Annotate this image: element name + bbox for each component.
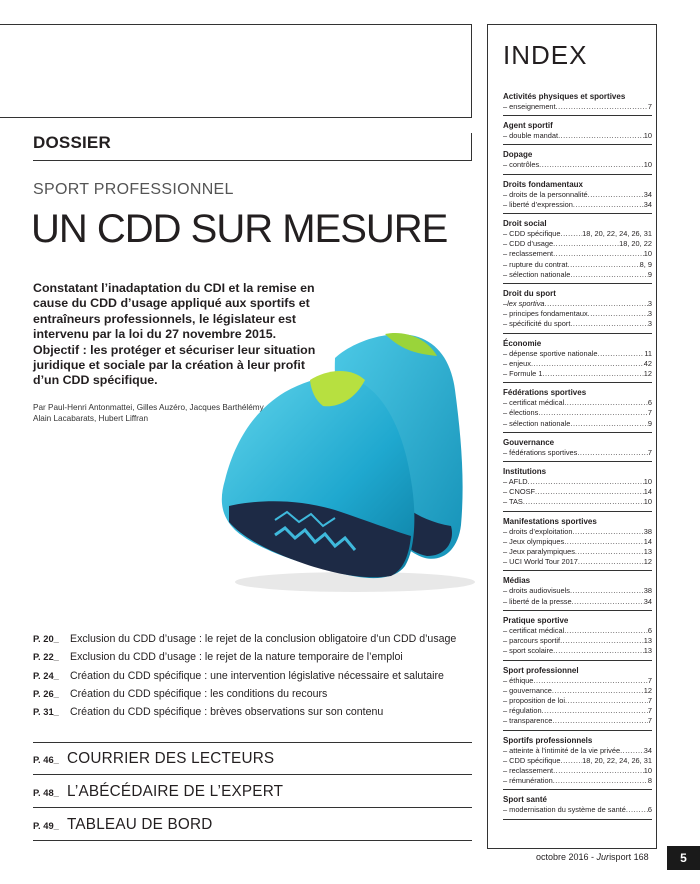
rubric-page: P. 46_	[33, 754, 59, 765]
index-entry-pages: 10	[643, 497, 652, 507]
index-section	[503, 386, 652, 433]
index-entry[interactable]	[503, 200, 652, 210]
index-entry-label: – droits d’exploitation	[503, 526, 573, 536]
index-entry[interactable]	[503, 696, 652, 706]
index-entry-label: – principes fondamentaux	[503, 309, 588, 319]
leader-dots	[577, 448, 648, 458]
index-entry-pages: 6	[647, 805, 652, 815]
leader-dots	[545, 299, 648, 309]
leader-dots	[553, 249, 644, 259]
index-entry[interactable]	[503, 676, 652, 686]
index-entry-pages: 18, 20, 22, 24, 26, 31	[582, 755, 652, 765]
rubric-page: P. 49_	[33, 820, 59, 831]
index-section-title: Médias	[503, 576, 531, 586]
index-entry[interactable]	[503, 706, 652, 716]
index-section	[503, 90, 652, 116]
index-entry-label: – spécificité du sport	[503, 319, 571, 329]
index-entry-label: – enseignement	[503, 102, 556, 111]
index-entry[interactable]	[503, 398, 652, 408]
index-entry[interactable]	[503, 270, 652, 280]
index-entry-pages: 42	[643, 358, 652, 368]
index-entry-label: – Formule 1	[503, 369, 543, 379]
index-entry[interactable]	[503, 776, 652, 786]
index-entry[interactable]	[503, 716, 652, 726]
index-entry-pages: 14	[643, 536, 652, 546]
leader-dots	[553, 239, 619, 249]
index-entry[interactable]	[503, 547, 652, 557]
leader-dots	[553, 766, 644, 776]
index-entry[interactable]	[503, 448, 652, 458]
dossier-header	[33, 133, 472, 161]
leader-dots	[588, 309, 648, 319]
index-entry-pages: 7	[647, 408, 652, 418]
index-section	[503, 148, 652, 174]
index-entry-pages: 10	[643, 249, 652, 259]
index-entry-pages: 3	[647, 319, 652, 329]
index-entry-label: – CDD spécifique	[503, 229, 561, 239]
article-kicker: SPORT PROFESSIONNEL	[33, 181, 234, 198]
index-entry-label: – reclassement	[503, 249, 554, 259]
index-section	[503, 515, 652, 572]
index-section-title: Dopage	[503, 150, 533, 160]
article-toc	[33, 630, 473, 721]
footer-brand: Jur	[596, 852, 610, 862]
index-entry-label: – TAS	[503, 497, 523, 507]
authors-line: Par Paul-Henri Antonmattei, Gilles Auzéro, Jacques Barthélémy,	[33, 403, 266, 412]
index-entry[interactable]	[503, 299, 652, 309]
index-section-title: Activités physiques et sportives	[503, 92, 626, 101]
leader-dots	[552, 716, 648, 726]
index-entry-label: – CNOSF	[503, 487, 536, 497]
index-entry[interactable]	[503, 249, 652, 259]
leader-dots	[570, 586, 644, 596]
index-entry-label: – fédérations sportives	[503, 447, 578, 457]
index-entry-pages: 13	[643, 547, 652, 557]
index-section	[503, 793, 652, 819]
index-section-title: Droits fondamentaux	[503, 179, 584, 189]
toc-text: Création du CDD spécifique : une intervention législative nécessaire et salutaire	[70, 669, 444, 682]
toc-page: P. 26_	[33, 687, 59, 699]
index-entry-pages: 11	[644, 348, 652, 358]
leader-dots	[528, 477, 644, 487]
rubric-page: P. 48_	[33, 787, 59, 798]
index-entry[interactable]	[503, 527, 652, 537]
toc-row[interactable]	[33, 703, 473, 721]
index-entry-label: – proposition de loi	[503, 695, 566, 705]
index-entry[interactable]	[503, 766, 652, 776]
index-section	[503, 664, 652, 731]
index-entry-pages: 34	[643, 745, 652, 755]
index-entry-label: – éthique	[503, 675, 534, 685]
index-entry-pages: 7	[647, 447, 652, 457]
index-entry-label: – liberté de la presse	[503, 596, 572, 606]
index-entry[interactable]	[503, 646, 652, 656]
leader-dots	[560, 636, 644, 646]
leader-dots	[556, 102, 648, 112]
index-entry[interactable]	[503, 239, 652, 249]
index-entry[interactable]	[503, 497, 652, 507]
leader-dots	[561, 229, 583, 239]
leader-dots	[553, 646, 644, 656]
index-entry[interactable]	[503, 586, 652, 596]
leader-dots	[564, 626, 648, 636]
index-entry[interactable]	[503, 487, 652, 497]
toc-row[interactable]	[33, 685, 473, 703]
index-entry-pages: 13	[643, 646, 652, 656]
index-entry-label: – dépense sportive nationale	[503, 348, 598, 358]
toc-page: P. 22_	[33, 651, 59, 663]
index-entry[interactable]	[503, 686, 652, 696]
index-entry-pages: 38	[643, 586, 652, 596]
index-entry-label: – modernisation du système de santé	[503, 805, 626, 815]
football-boots-photo	[215, 330, 475, 595]
index-entry-pages: 6	[647, 625, 652, 635]
footer-date: octobre 2016 -	[536, 852, 597, 862]
index-entry[interactable]	[503, 319, 652, 329]
leader-dots	[564, 537, 644, 547]
index-entry-pages: 10	[643, 765, 652, 775]
index-section	[503, 287, 652, 334]
index-entry-label: – régulation	[503, 706, 542, 716]
index-section-title: Pratique sportive	[503, 615, 569, 625]
index-entry[interactable]	[503, 537, 652, 547]
index-entry-label: – droits de la personnalité	[503, 189, 588, 199]
leader-dots	[561, 756, 583, 766]
index-entry-label: – élections	[503, 408, 539, 418]
leader-dots	[588, 190, 644, 200]
toc-page: P. 31_	[33, 706, 59, 718]
leader-dots	[558, 131, 644, 141]
index-entry[interactable]	[503, 636, 652, 646]
index-entry[interactable]	[503, 160, 652, 170]
toc-page: P. 24_	[33, 669, 59, 681]
leader-dots	[531, 359, 644, 369]
index-entry-label: – double mandat	[503, 131, 559, 141]
index-entry-pages: 3	[647, 299, 652, 309]
index-section-title: Fédérations sportives	[503, 388, 587, 398]
index-entry-pages: 34	[643, 189, 652, 199]
index-section-title: Gouvernance	[503, 437, 555, 447]
index-entry-label: – certificat médical	[503, 625, 565, 635]
rubric-title: L’ABÉCÉDAIRE DE L’EXPERT	[67, 783, 284, 800]
index-entry-pages: 7	[647, 706, 652, 716]
index-entry-label: – reclassement	[503, 765, 554, 775]
index-entry[interactable]	[503, 756, 652, 766]
leader-dots	[565, 696, 648, 706]
leader-dots	[572, 597, 644, 607]
footer-brand-suffix: isport 168	[609, 852, 649, 862]
toc-text: Création du CDD spécifique : brèves observations sur son contenu	[70, 706, 384, 719]
authors-line: Alain Lacabarats, Hubert Liffran	[33, 413, 148, 423]
divider	[471, 133, 472, 160]
index-entry-label: – rémunération	[503, 776, 553, 786]
index-entry-pages: 18, 20, 22	[619, 239, 652, 249]
index-section-title: Économie	[503, 338, 542, 348]
index-entry-pages: 7	[647, 675, 652, 685]
leader-dots	[533, 676, 647, 686]
page-number: 5	[667, 846, 700, 870]
toc-row[interactable]	[33, 648, 473, 666]
leader-dots	[535, 487, 644, 497]
leader-dots	[598, 349, 645, 359]
index-entry[interactable]	[503, 260, 652, 270]
leader-dots	[575, 547, 644, 557]
leader-dots	[552, 686, 644, 696]
leader-dots	[523, 497, 644, 507]
index-entry-label: – sélection nationale	[503, 269, 571, 279]
index-entry-label: –	[503, 299, 508, 309]
rubric-row[interactable]	[33, 776, 472, 808]
index-entry-label: – sélection nationale	[503, 418, 571, 428]
index-entry-label: – AFLD	[503, 477, 528, 487]
index-section	[503, 217, 652, 284]
index-entry[interactable]	[503, 349, 652, 359]
index-entry[interactable]	[503, 102, 652, 112]
index-section-title: Agent sportif	[503, 121, 553, 131]
toc-text: Exclusion du CDD d’usage : le rejet de la nature temporaire de l’emploi	[70, 651, 403, 664]
index-section	[503, 734, 652, 791]
rubric-row[interactable]	[33, 743, 472, 775]
rubric-title: COURRIER DES LECTEURS	[67, 750, 275, 767]
index-section-title: Droit du sport	[503, 289, 556, 299]
index-entry-label: – Jeux paralympiques	[503, 547, 575, 557]
index-section	[503, 574, 652, 610]
index-entry-pages: 18, 20, 22, 24, 26, 31	[582, 229, 652, 239]
index-entry-label: – certificat médical	[503, 398, 565, 408]
index-entry-pages: 6	[647, 398, 652, 408]
index-section	[503, 465, 652, 512]
leader-dots	[620, 746, 644, 756]
leader-dots	[542, 706, 648, 716]
index-entry-pages: 34	[643, 199, 652, 209]
index-section	[503, 337, 652, 384]
index-section	[503, 178, 652, 214]
index-entry-pages: 38	[643, 526, 652, 536]
index-title: INDEX	[503, 40, 588, 70]
index-entry-pages: 9	[647, 269, 652, 279]
leader-dots	[570, 419, 647, 429]
index-entry-label: – Jeux olympiques	[503, 536, 565, 546]
index-entry[interactable]	[503, 359, 652, 369]
dossier-label: DOSSIER	[33, 133, 111, 152]
toc-text: Exclusion du CDD d’usage : le rejet de la conclusion obligatoire d’un CDD d’usage	[70, 633, 457, 645]
index-entry[interactable]	[503, 805, 652, 815]
index-entry[interactable]	[503, 626, 652, 636]
index-entry-pages: 12	[643, 685, 652, 695]
leader-dots	[578, 557, 644, 567]
index-entry[interactable]	[503, 557, 652, 567]
leader-dots	[572, 527, 643, 537]
index-entry-label: – UCI World Tour 2017	[503, 557, 578, 567]
index-entry-label: – gouvernance	[503, 685, 552, 695]
index-entry-pages: 9	[647, 418, 652, 428]
index-entry-label: – parcours sportif	[503, 636, 561, 646]
index-entry-label: – rupture du contrat	[503, 259, 568, 269]
rubric-row[interactable]	[33, 809, 472, 841]
index-entry-label: – CDD spécifique	[503, 755, 561, 765]
index-entry[interactable]	[503, 190, 652, 200]
index-entry[interactable]	[503, 309, 652, 319]
index-entry-pages: 7	[647, 716, 652, 726]
index-section-title: Sport professionnel	[503, 665, 579, 675]
index-entry-pages: 34	[643, 596, 652, 606]
leader-dots	[568, 260, 640, 270]
index-entry-pages: 12	[643, 369, 652, 379]
index-section-title: Institutions	[503, 467, 547, 477]
index-entry-pages: 10	[643, 477, 652, 487]
index-entry[interactable]	[503, 419, 652, 429]
index-entry[interactable]	[503, 229, 652, 239]
leader-dots	[542, 369, 643, 379]
footer	[536, 852, 649, 862]
index-entry-label: – droits audiovisuels	[503, 586, 570, 596]
article-lead: Constatant l’inadaptation du CDI et la remise en cause du CDD d’usage appliqué aux sportifs et entraîneurs professionnels, le législateur est intervenu par la loi du 27 novembre 2015. Objectif : les protéger et sécuriser leur situation juridique et sociale par la création à leur profit d’un CDD spécifique.	[33, 281, 316, 388]
index-entry-label: – transparence	[503, 716, 553, 726]
top-frame	[0, 24, 472, 118]
index-section	[503, 119, 652, 145]
index-section-title: Manifestations sportives	[503, 516, 597, 526]
index-section-title: Droit social	[503, 219, 547, 229]
leader-dots	[570, 270, 647, 280]
index-entry[interactable]	[503, 477, 652, 487]
index-entry-label: – liberté d’expression	[503, 199, 573, 209]
index-entry-pages: 3	[647, 309, 652, 319]
leader-dots	[564, 398, 648, 408]
leader-dots	[538, 408, 648, 418]
leader-dots	[570, 319, 648, 329]
index-entry-pages: 12	[643, 557, 652, 567]
index-entry[interactable]	[503, 597, 652, 607]
index-section-title: Sport santé	[503, 795, 548, 805]
index-list	[503, 90, 652, 823]
index-section-title: Sportifs professionnels	[503, 735, 593, 745]
leader-dots	[573, 200, 644, 210]
index-entry-label: – enjeux	[503, 358, 531, 368]
leader-dots	[626, 805, 648, 815]
index-entry-pages: 14	[643, 487, 652, 497]
toc-row[interactable]	[33, 630, 473, 648]
leader-dots	[553, 776, 648, 786]
index-entry[interactable]	[503, 408, 652, 418]
toc-text: Création du CDD spécifique : les conditions du recours	[70, 687, 328, 700]
index-entry-pages: 10	[643, 131, 652, 141]
toc-row[interactable]	[33, 667, 473, 685]
index-entry-pages: 10	[643, 160, 652, 170]
index-entry-pages: 7	[647, 695, 652, 705]
index-section	[503, 436, 652, 462]
toc-page: P. 20_	[33, 633, 59, 644]
index-entry[interactable]	[503, 131, 652, 141]
index-section	[503, 614, 652, 661]
index-entry-pages: 8, 9	[639, 259, 652, 269]
article-title: UN CDD SUR MESURE	[31, 207, 448, 251]
index-entry-pages: 8	[647, 776, 652, 786]
index-entry-pages: 13	[643, 636, 652, 646]
index-entry-pages: 7	[647, 102, 652, 111]
index-entry-label: – contrôles	[503, 160, 540, 170]
index-entry-label: – sport scolaire	[503, 646, 554, 656]
index-entry-label: – CDD d’usage	[503, 239, 554, 249]
index-entry[interactable]	[503, 746, 652, 756]
leader-dots	[539, 160, 644, 170]
index-entry[interactable]	[503, 369, 652, 379]
index-entry-label-italic: lex sportiva	[507, 299, 545, 309]
index-entry-label: – atteinte à l’intimité de la vie privée	[503, 745, 621, 755]
rubric-title: TABLEAU DE BORD	[67, 816, 213, 833]
